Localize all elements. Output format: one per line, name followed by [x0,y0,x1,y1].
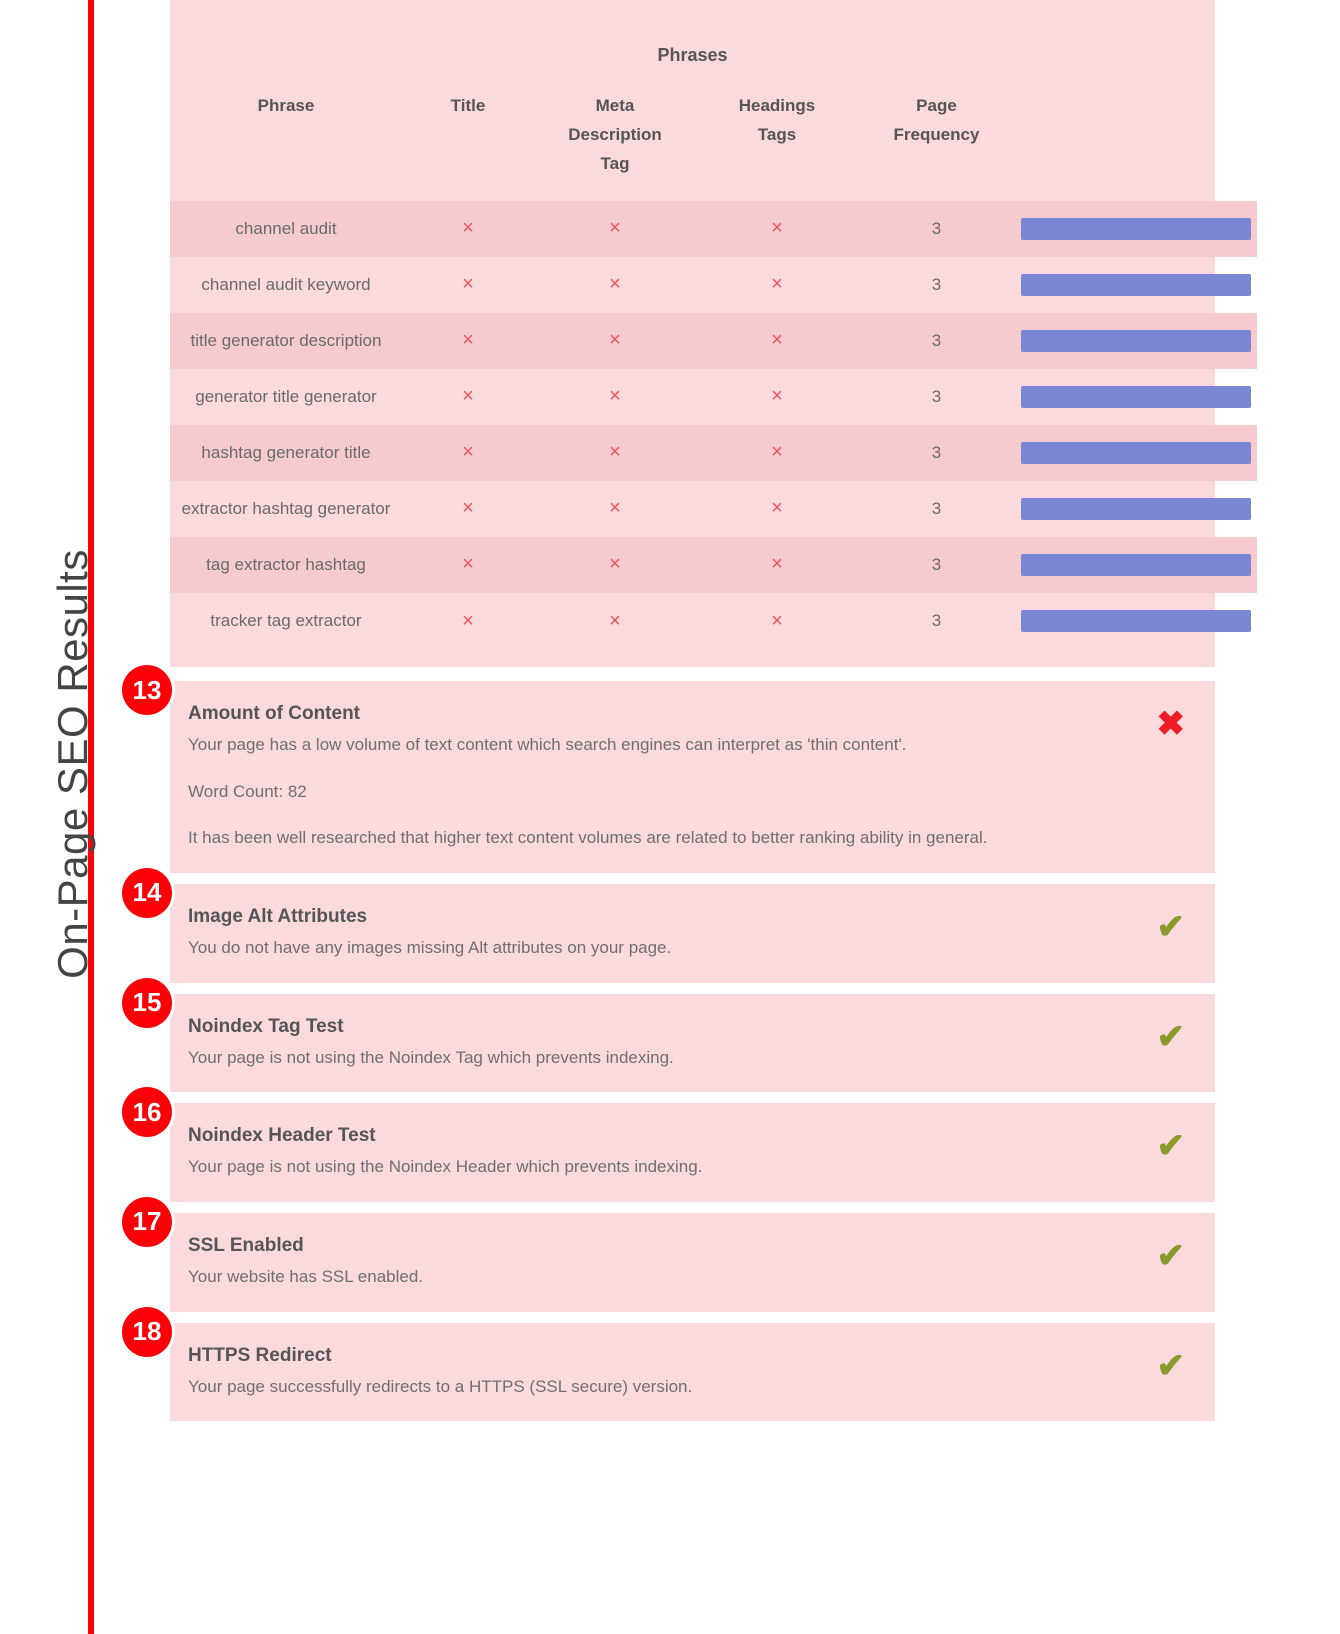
cross-icon: × [609,553,621,576]
check-pass-icon: ✔ [1156,1127,1185,1166]
frequency-bar [1021,386,1251,408]
check-fail-icon: ✖ [1156,705,1185,744]
check-description: Your page has a low volume of text content which search engines can interpret as 'thin content'. [188,735,907,755]
cell-page-frequency: 3 [858,537,1015,593]
check-description: Word Count: 82 [188,781,307,801]
cell-frequency-bar [1015,425,1257,481]
col-header-title: Title [450,96,486,115]
table-row [170,369,1257,425]
check-title: Noindex Header Test [188,1125,376,1147]
cell-title-mark [402,425,534,481]
cell-title-mark [402,481,534,537]
seo-check-item [132,877,1215,983]
check-title: Noindex Tag Test [188,1015,344,1037]
check-pass-icon: ✔ [1156,1236,1185,1275]
cell-meta-mark [534,425,696,481]
col-header-headings-line2: Tags [757,124,797,144]
frequency-bar [1021,498,1251,520]
cell-phrase: channel audit keyword [201,274,371,294]
cell-phrase: channel audit [170,201,402,257]
col-header-headings-line1: Headings [738,96,816,115]
cross-icon: × [771,329,783,352]
cell-meta-mark [534,593,696,649]
check-description: It has been well researched that higher text content volumes are related to better ranking ability in general. [188,828,988,848]
seo-check-item [132,1316,1215,1422]
cell-headings-mark [696,425,858,481]
cell-frequency-bar [1015,313,1257,369]
seo-check-item [132,674,1215,873]
cross-icon: × [609,273,621,296]
cell-page-frequency: 3 [858,201,1015,257]
table-row [170,481,1257,537]
col-header-page-frequency [858,88,1015,201]
phrases-table-head [170,88,1257,201]
cross-icon: × [771,273,783,296]
cell-meta-mark [534,369,696,425]
check-pass-icon: ✔ [1156,907,1185,946]
frequency-bar [1021,274,1251,296]
col-header-headings-tags [696,88,858,201]
seo-checks-list [132,674,1215,1421]
cross-icon: × [771,385,783,408]
cross-icon: × [609,609,621,632]
cell-page-frequency: 3 [858,313,1015,369]
cross-icon: × [609,329,621,352]
cell-page-frequency: 3 [931,611,942,631]
check-pass-icon: ✔ [1156,1346,1185,1385]
cell-meta-mark [534,481,696,537]
check-pass-icon: ✔ [1156,1017,1185,1056]
cell-headings-mark [696,369,858,425]
col-header-frequency-line2: Frequency [893,124,980,144]
cross-icon: × [462,553,474,576]
check-number-badge: 15 [122,978,172,1028]
cell-phrase: tag extractor hashtag [170,537,402,593]
cell-phrase: tracker tag extractor [210,611,362,630]
phrases-card [170,0,1215,667]
cell-headings-mark [696,593,858,649]
table-row [170,593,1257,649]
cell-headings-mark [696,257,858,313]
cross-icon: × [771,609,783,632]
frequency-bar [1021,330,1251,352]
check-title: SSL Enabled [188,1234,304,1256]
col-header-meta-line1: Meta [595,96,635,115]
cell-page-frequency: 3 [931,274,942,294]
col-header-frequency-line1: Page [916,96,957,115]
check-description: Your page successfully redirects to a HTTPS (SSL secure) version. [188,1376,693,1396]
col-header-meta-line2: Description [568,124,662,144]
cross-icon: × [771,441,783,464]
cell-frequency-bar [1015,593,1257,649]
cross-icon: × [462,497,474,520]
check-description: Your website has SSL enabled. [188,1266,424,1286]
cell-title-mark [402,201,534,257]
table-row [170,201,1257,257]
cell-page-frequency: 3 [931,386,942,406]
seo-check-item [132,1096,1215,1202]
cell-title-mark [402,537,534,593]
check-number-badge: 17 [122,1197,172,1247]
cross-icon: × [609,497,621,520]
col-header-meta-line3: Tag [600,153,630,173]
check-description: Your page is not using the Noindex Header which prevents indexing. [188,1157,703,1177]
cell-phrase: extractor hashtag generator [181,498,391,518]
cell-title-mark [402,257,534,313]
cross-icon: × [462,273,474,296]
table-row [170,537,1257,593]
cell-page-frequency: 3 [931,498,942,518]
frequency-bar [1021,218,1251,240]
cell-phrase: title generator description [170,313,402,369]
phrases-table-body [170,201,1257,649]
frequency-bar [1021,442,1251,464]
phrases-header-row [170,88,1257,201]
cross-icon: × [462,217,474,240]
seo-check-item [132,1206,1215,1312]
frequency-bar [1021,610,1251,632]
frequency-bar [1021,554,1251,576]
cell-meta-mark [534,313,696,369]
check-title: Image Alt Attributes [188,905,368,927]
section-title: On-Page SEO Results [49,549,96,979]
check-title: HTTPS Redirect [188,1344,332,1366]
check-title: Amount of Content [188,703,361,725]
cell-frequency-bar [1015,537,1257,593]
cell-headings-mark [696,201,858,257]
check-number-badge: 13 [122,665,172,715]
check-number-badge: 14 [122,868,172,918]
cell-phrase: generator title generator [195,386,377,406]
cross-icon: × [609,217,621,240]
cell-phrase: hashtag generator title [170,425,402,481]
col-header-meta-description-tag [534,88,696,201]
check-number-badge: 16 [122,1087,172,1137]
col-header-phrase: Phrase [257,96,315,115]
cell-headings-mark [696,481,858,537]
cross-icon: × [771,217,783,240]
cell-title-mark [402,313,534,369]
cross-icon: × [609,441,621,464]
cross-icon: × [771,553,783,576]
cell-meta-mark [534,257,696,313]
cell-frequency-bar [1015,257,1257,313]
cell-title-mark [402,593,534,649]
cross-icon: × [771,497,783,520]
phrases-table [170,88,1257,649]
cross-icon: × [609,385,621,408]
cell-frequency-bar [1015,481,1257,537]
cell-headings-mark [696,313,858,369]
table-row [170,257,1257,313]
check-description: You do not have any images missing Alt attributes on your page. [188,937,672,957]
cell-headings-mark [696,537,858,593]
col-header-frequency-bar [1015,88,1257,201]
cross-icon: × [462,609,474,632]
table-row [170,313,1257,369]
left-rail [0,0,175,1634]
cross-icon: × [462,329,474,352]
cell-title-mark [402,369,534,425]
check-number-badge: 18 [122,1307,172,1357]
cell-frequency-bar [1015,369,1257,425]
table-row [170,425,1257,481]
seo-check-item [132,987,1215,1093]
cell-page-frequency: 3 [858,425,1015,481]
report-content [132,0,1215,1432]
cross-icon: × [462,385,474,408]
cell-meta-mark [534,201,696,257]
phrases-heading: Phrases [657,45,728,65]
cross-icon: × [462,441,474,464]
cell-meta-mark [534,537,696,593]
check-description: Your page is not using the Noindex Tag which prevents indexing. [188,1047,674,1067]
cell-frequency-bar [1015,201,1257,257]
